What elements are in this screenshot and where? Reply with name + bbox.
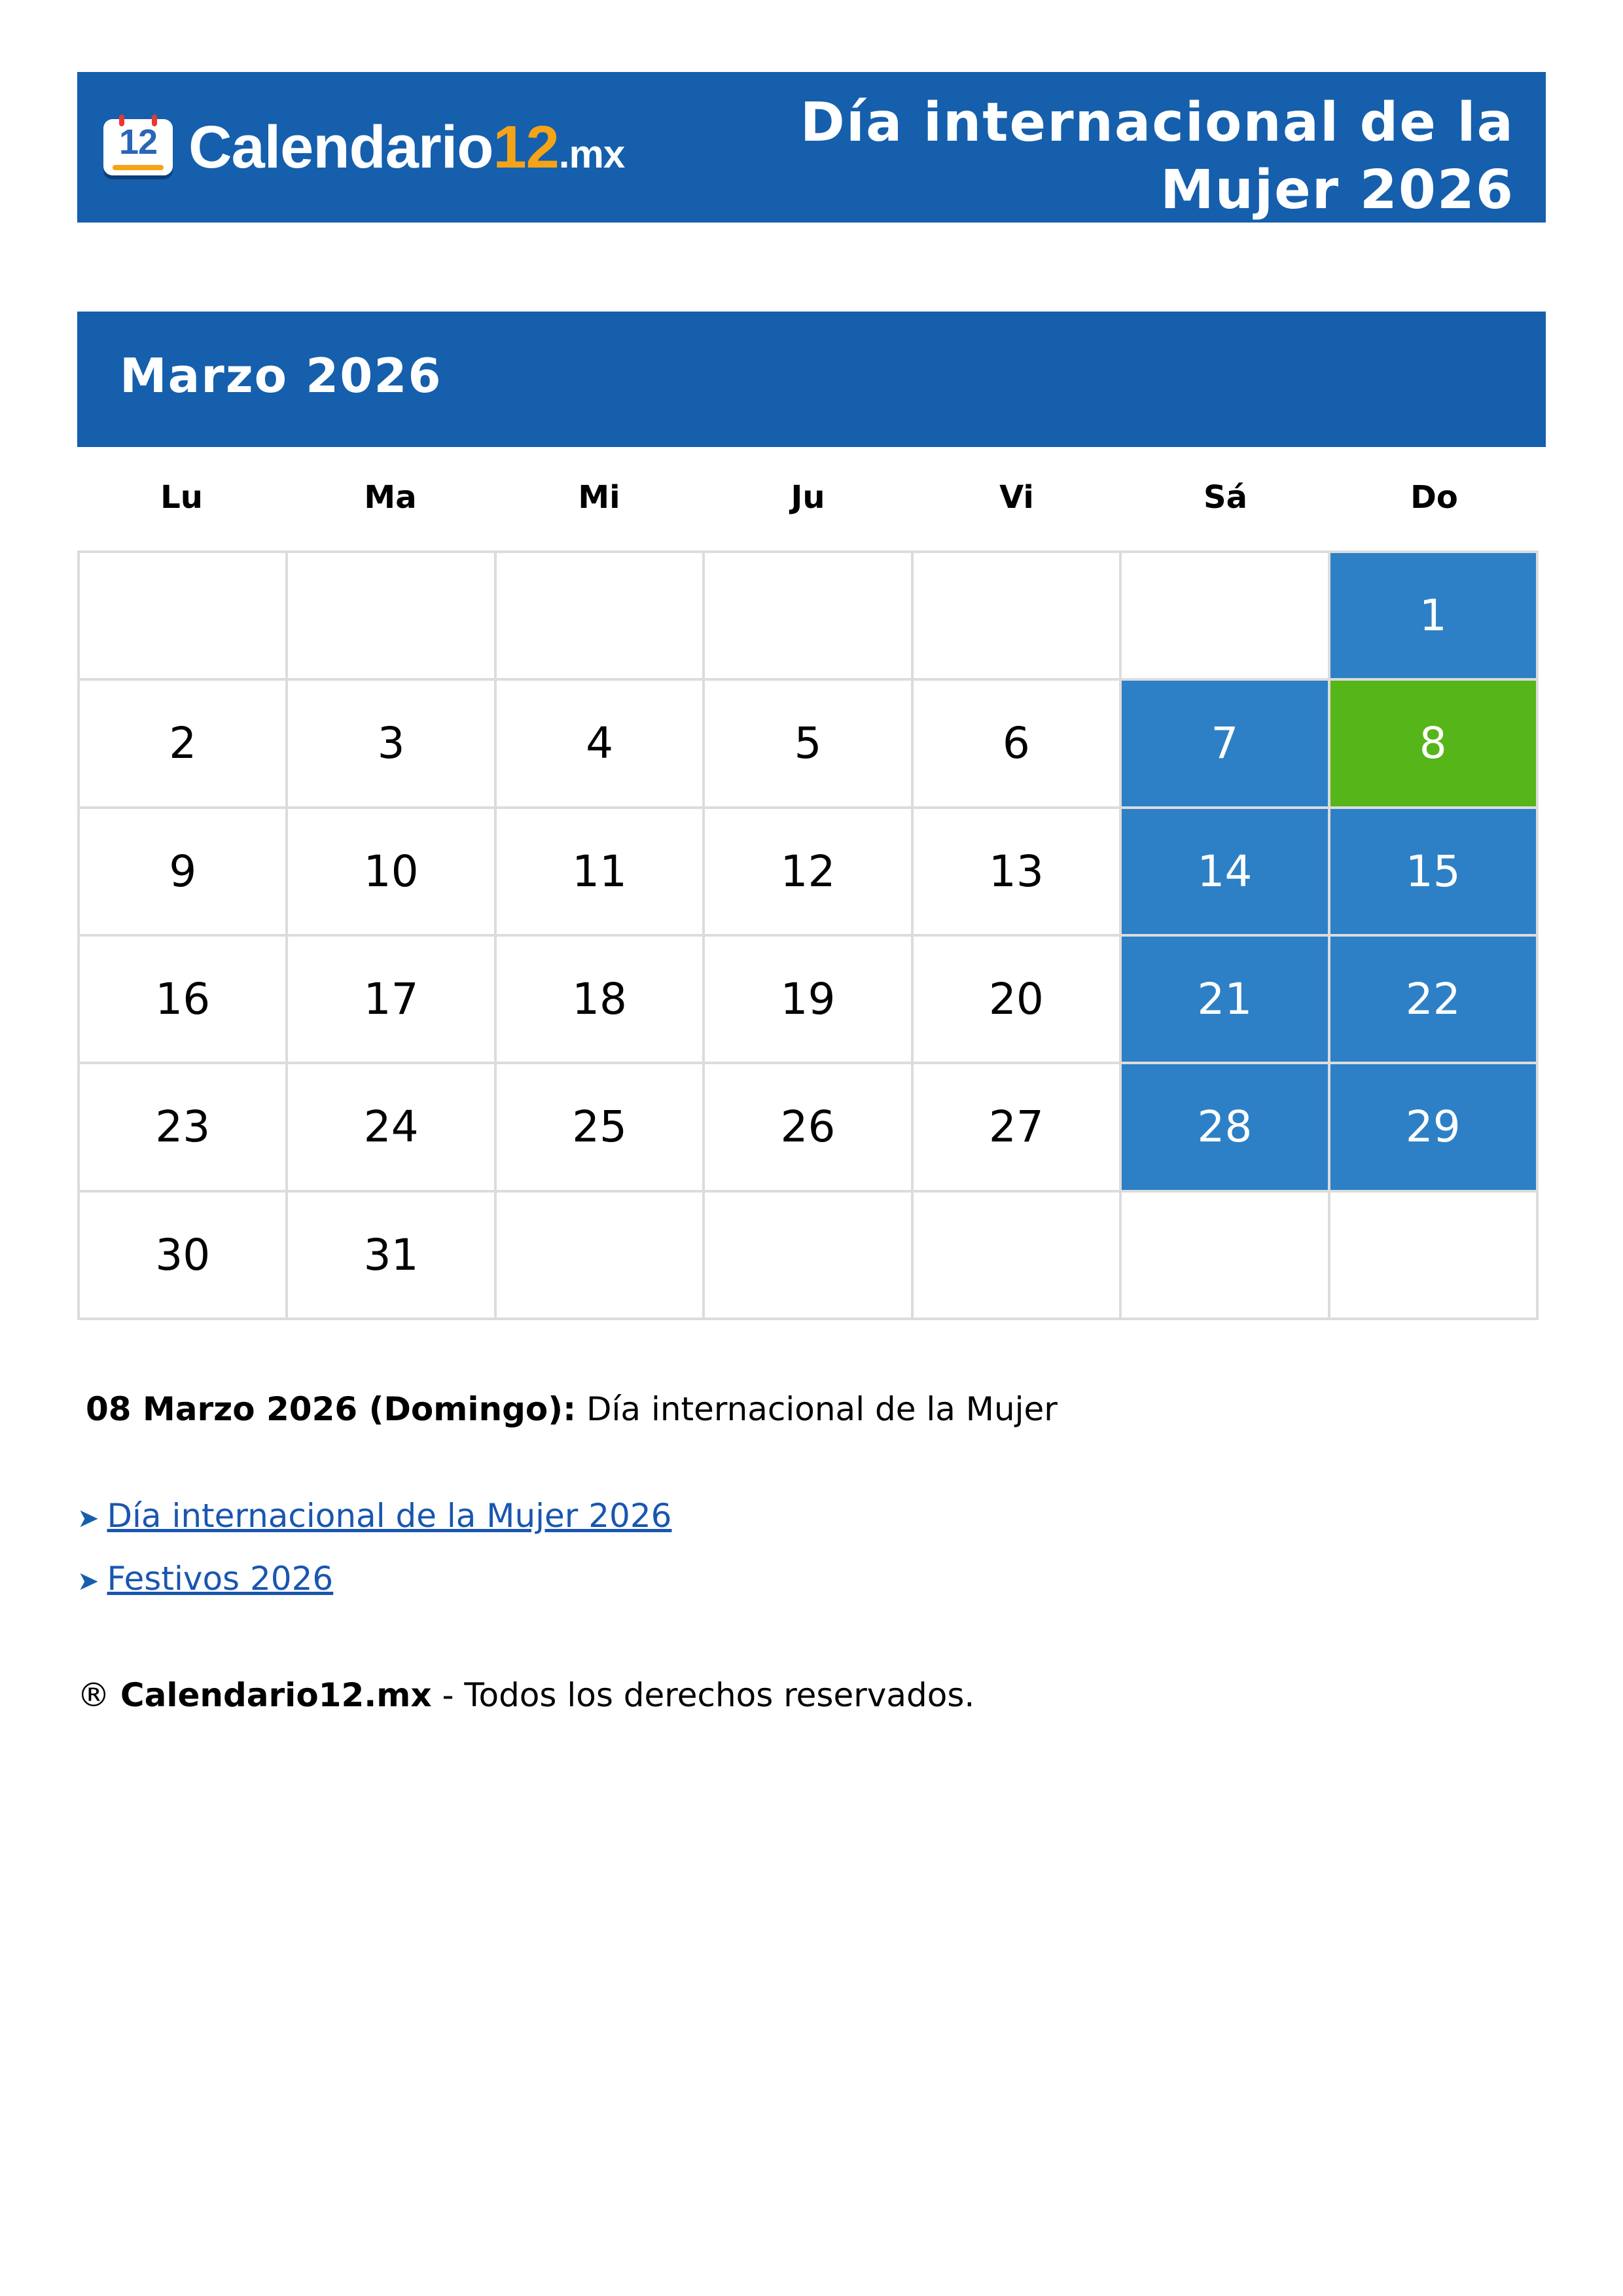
day-cell[interactable]: 2 <box>80 681 288 808</box>
weekday-label: Sá <box>1204 479 1247 516</box>
day-cell[interactable]: 23 <box>80 1064 288 1192</box>
day-cell[interactable]: 20 <box>914 937 1122 1064</box>
weekday-label: Do <box>1410 479 1458 516</box>
weekday-label: Ma <box>364 479 417 516</box>
day-cell[interactable]: 27 <box>914 1064 1122 1192</box>
weekend-day-cell[interactable]: 28 <box>1122 1064 1330 1192</box>
day-cell[interactable]: 6 <box>914 681 1122 808</box>
logo-icon-number: 12 <box>118 122 158 162</box>
holiday-day-cell[interactable]: 8 <box>1330 681 1539 808</box>
empty-day-cell <box>497 553 705 681</box>
empty-day-cell <box>1122 553 1330 681</box>
empty-day-cell <box>914 1193 1122 1320</box>
logo-name-main: Calendario <box>188 114 493 181</box>
related-links <box>77 1486 671 1611</box>
registered-symbol: ® <box>77 1676 110 1714</box>
day-cell[interactable]: 26 <box>705 1064 913 1192</box>
empty-day-cell <box>80 553 288 681</box>
empty-day-cell <box>1330 1193 1539 1320</box>
weekend-day-cell[interactable]: 7 <box>1122 681 1330 808</box>
day-cell[interactable]: 11 <box>497 809 705 937</box>
arrow-right-icon: ➤ <box>77 1503 99 1534</box>
footer-brand: Calendario12.mx <box>120 1676 432 1714</box>
weekend-day-cell[interactable]: 29 <box>1330 1064 1539 1192</box>
page-header <box>77 72 1546 223</box>
calendar-icon <box>103 119 173 175</box>
day-cell[interactable]: 5 <box>705 681 913 808</box>
holiday-date: 08 Marzo 2026 (Domingo): <box>86 1390 577 1428</box>
page-title-line1: Día internacional de la <box>800 92 1514 154</box>
link-item <box>77 1549 671 1611</box>
month-title: Marzo 2026 <box>120 348 442 403</box>
link-holiday-2026[interactable]: Día internacional de la Mujer 2026 <box>107 1497 672 1535</box>
day-cell[interactable]: 24 <box>288 1064 496 1192</box>
day-cell[interactable]: 17 <box>288 937 496 1064</box>
empty-day-cell <box>1122 1193 1330 1320</box>
day-cell[interactable]: 10 <box>288 809 496 937</box>
weekend-day-cell[interactable]: 22 <box>1330 937 1539 1064</box>
day-cell[interactable]: 19 <box>705 937 913 1064</box>
empty-day-cell <box>497 1193 705 1320</box>
day-cell[interactable]: 13 <box>914 809 1122 937</box>
page-title <box>729 89 1514 224</box>
day-cell[interactable]: 30 <box>80 1193 288 1320</box>
weekend-day-cell[interactable]: 1 <box>1330 553 1539 681</box>
holiday-name: Día internacional de la Mujer <box>586 1390 1058 1428</box>
weekend-day-cell[interactable]: 21 <box>1122 937 1330 1064</box>
weekday-header <box>77 465 1539 530</box>
weekday-label: Lu <box>160 479 203 516</box>
page-title-line2: Mujer 2026 <box>1160 159 1514 221</box>
day-cell[interactable]: 12 <box>705 809 913 937</box>
site-logo[interactable] <box>103 105 624 190</box>
empty-day-cell <box>705 1193 913 1320</box>
day-cell[interactable]: 18 <box>497 937 705 1064</box>
logo-name-tld: .mx <box>558 132 625 176</box>
arrow-right-icon: ➤ <box>77 1566 99 1596</box>
page-footer <box>77 1672 974 1718</box>
weekend-day-cell[interactable]: 14 <box>1122 809 1330 937</box>
empty-day-cell <box>914 553 1122 681</box>
holiday-description <box>86 1386 1058 1432</box>
day-cell[interactable]: 25 <box>497 1064 705 1192</box>
day-cell[interactable]: 9 <box>80 809 288 937</box>
day-cell[interactable]: 4 <box>497 681 705 808</box>
footer-rights: - Todos los derechos reservados. <box>442 1676 975 1714</box>
calendar-grid <box>77 550 1539 1320</box>
logo-wordmark <box>188 114 625 181</box>
weekend-day-cell[interactable]: 15 <box>1330 809 1539 937</box>
day-cell[interactable]: 31 <box>288 1193 496 1320</box>
link-item <box>77 1486 671 1549</box>
logo-name-accent: 12 <box>493 114 559 181</box>
day-cell[interactable]: 3 <box>288 681 496 808</box>
empty-day-cell <box>705 553 913 681</box>
weekday-label: Mi <box>578 479 620 516</box>
month-banner <box>77 312 1546 447</box>
weekday-label: Ju <box>791 479 825 516</box>
link-festivos-2026[interactable]: Festivos 2026 <box>107 1560 334 1598</box>
empty-day-cell <box>288 553 496 681</box>
day-cell[interactable]: 16 <box>80 937 288 1064</box>
weekday-label: Vi <box>999 479 1034 516</box>
